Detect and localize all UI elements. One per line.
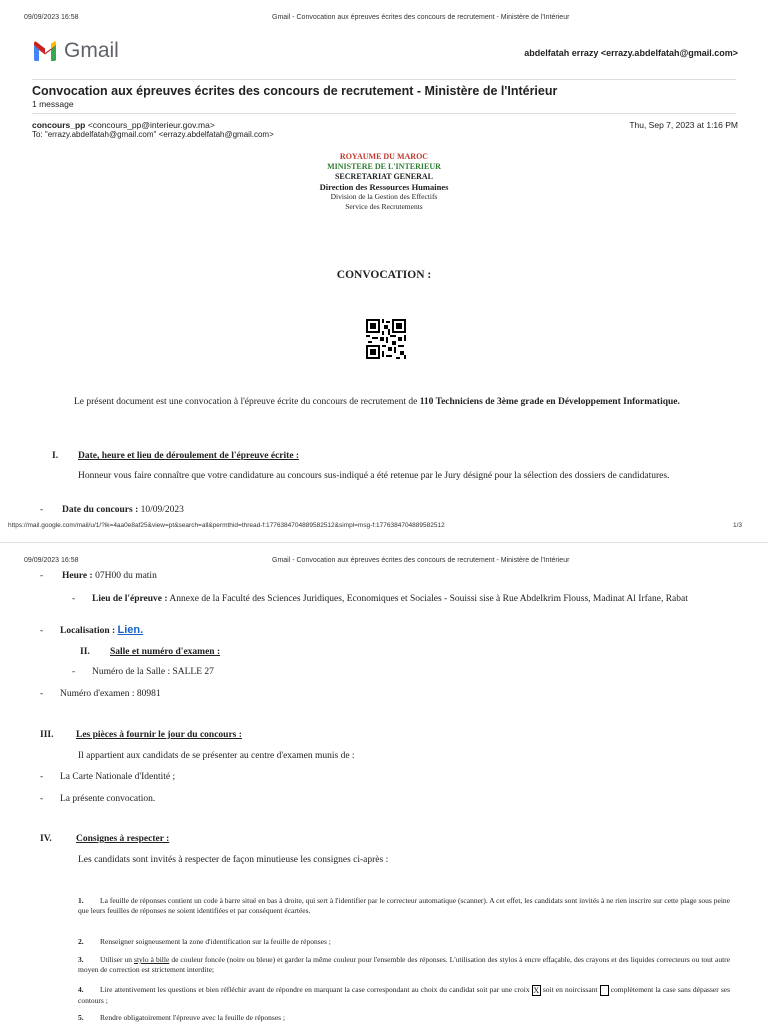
intro-paragraph [40, 396, 730, 408]
gmail-logo-icon [32, 40, 58, 62]
salle-value: Numéro de la Salle : SALLE 27 [92, 667, 214, 677]
consigne-1 [78, 896, 730, 916]
section-1-text: Honneur vous faire connaître que votre candidature au concours sus-indiqué a été retenue par le Jury désigné pour la sélection des dossiers de candidatures. [78, 471, 670, 481]
footer-url: https://mail.google.com/mail/u/1/?ik=4aa0e8af25&view=pt&search=all&permthid=thread-f:1776384704889582512&simpl=msg-f:1776384704889582512 [8, 522, 445, 529]
sender-name: concours_pp [32, 120, 86, 130]
intro-text: Le présent document est une convocation à l'épreuve écrite du concours de recrutement de [74, 397, 420, 407]
lieu-value: Annexe de la Faculté des Sciences Juridiques, Economiques et Sociales - Souissi sise à Rue Abdelkrim Flouss, Madinat Al Irfane, Rabat [169, 594, 688, 604]
consigne-4-text-a: Lire attentivement les questions et bien réfléchir avant de répondre en marquant la case correspondant au choix du candidat soit par une croix [100, 985, 532, 995]
qr-code-icon [366, 319, 406, 359]
section-3-title: Les pièces à fournir le jour du concours : [76, 730, 242, 740]
consigne-4-text-c: complètement la case sans dépasser ses contours ; [78, 985, 730, 1005]
account-label: abdelfatah errazy <errazy.abdelfatah@gmail.com> [524, 48, 738, 58]
consigne-3-text-a: Utiliser un [100, 955, 135, 964]
email-subject: Convocation aux épreuves écrites des concours de recrutement - Ministère de l'Intérieur [32, 84, 558, 98]
section-3-number: III. [40, 730, 54, 740]
consigne-4 [78, 985, 730, 1006]
footer-page: 1/3 [732, 522, 742, 529]
date-label: Date du concours : [62, 505, 139, 515]
consigne-2 [78, 937, 331, 946]
localisation-line: - Localisation : Lien. [40, 624, 144, 636]
page-break [0, 542, 768, 543]
cross-box: X [533, 986, 540, 995]
print-date: 09/09/2023 16:58 [24, 14, 79, 21]
email-date: Thu, Sep 7, 2023 at 1:16 PM [629, 120, 738, 130]
consigne-5-number: 5. [78, 1013, 84, 1022]
sender-email: <concours_pp@interieur.gov.ma> [87, 120, 215, 130]
consigne-3 [78, 955, 730, 975]
consigne-1-text: La feuille de réponses contient un code à barre situé en bas à droite, qui sert à l'identifier par le correcteur automatique (scanner). A cet effet, les candidats sont invités à ne rien inscrire sur cette plage sous peine que leurs feuilles de réponses ne soient identifiées et par conséquent écartées. [78, 896, 730, 915]
letterhead-direction: Direction des Ressources Humaines [319, 182, 449, 192]
letterhead-ministry: MINISTERE DE L'INTERIEUR [327, 162, 441, 171]
section-4-number: IV. [40, 834, 52, 844]
letterhead [184, 152, 584, 212]
intro-bold: 110 Techniciens de 3ème grade en Développement Informatique. [419, 397, 680, 407]
consigne-2-text: Renseigner soigneusement la zone d'identification sur la feuille de réponses ; [100, 937, 331, 946]
piece-2: - La présente convocation. [40, 794, 156, 804]
letterhead-kingdom: ROYAUME DU MAROC [339, 152, 429, 161]
section-2-number: II. [80, 647, 90, 657]
piece-1-text: La Carte Nationale d'Identité ; [60, 772, 176, 782]
section-3-text: Il appartient aux candidats de se présenter au centre d'examen munis de : [78, 751, 355, 761]
examen-value: Numéro d'examen : 80981 [60, 689, 161, 699]
section-2-title: Salle et numéro d'examen : [110, 647, 221, 657]
consigne-5 [78, 1013, 285, 1022]
lieu-label: Lieu de l'épreuve : [92, 594, 168, 604]
recipient: To: "errazy.abdelfatah@gmail.com" <errazy.abdelfatah@gmail.com> [32, 130, 274, 139]
sender [32, 120, 215, 130]
consigne-5-text: Rendre obligatoirement l'épreuve avec la feuille de réponses ; [100, 1013, 286, 1022]
piece-1: - La Carte Nationale d'Identité ; [40, 772, 176, 782]
salle-line: - Numéro de la Salle : SALLE 27 [72, 667, 214, 677]
divider [32, 79, 736, 80]
examen-line: - Numéro d'examen : 80981 [40, 689, 161, 699]
piece-2-text: La présente convocation. [60, 794, 156, 804]
letterhead-secretariat: SECRETARIAT GENERAL [334, 172, 434, 181]
section-1-number: I. [52, 451, 59, 461]
divider [32, 113, 736, 114]
localisation-label: Localisation : [60, 626, 116, 636]
empty-box [600, 985, 609, 996]
consigne-3-text-b: de couleur foncée (noire ou bleue) et garder la même couleur pour l'ensemble des réponses. L'utilisation des stylos à encre effaçable, des crayons et des liquides correcteurs ou tout autre moyen de correction est strictement interdite; [78, 955, 730, 974]
heure-line: - Heure : 07H00 du matin [40, 571, 157, 581]
date-value: 10/09/2023 [140, 505, 184, 515]
consigne-2-number: 2. [78, 937, 84, 946]
section-1-title: Date, heure et lieu de déroulement de l'épreuve écrite : [78, 451, 300, 461]
letterhead-division: Division de la Gestion des Effectifs [330, 192, 438, 201]
print-title-2: Gmail - Convocation aux épreuves écrites des concours de recrutement - Ministère de l'Intérieur [272, 557, 570, 564]
localisation-link[interactable]: Lien. [117, 624, 144, 636]
print-date-2: 09/09/2023 16:58 [24, 557, 79, 564]
lieu-line: - Lieu de l'épreuve : Annexe de la Faculté des Sciences Juridiques, Economiques et Sociales - Souissi sise à Rue Abdelkrim Flouss, Madinat Al Irfane, Rabat [72, 594, 688, 604]
date-line: - Date du concours : 10/09/2023 [40, 505, 184, 515]
section-4-title: Consignes à respecter : [76, 834, 170, 844]
consigne-4-number: 4. [78, 985, 84, 995]
heure-label: Heure : [62, 571, 93, 581]
consigne-4-text-b: soit en noircissant [540, 985, 600, 995]
consigne-3-underlined: stylo à bille [134, 955, 170, 964]
document-title: CONVOCATION : [336, 269, 432, 281]
consigne-3-number: 3. [78, 955, 84, 964]
consigne-1-number: 1. [78, 896, 84, 905]
gmail-wordmark: Gmail [64, 39, 119, 62]
heure-value: 07H00 du matin [95, 571, 157, 581]
letterhead-service: Service des Recrutements [345, 202, 423, 211]
section-4-text: Les candidats sont invités à respecter de façon minutieuse les consignes ci-après : [78, 855, 389, 865]
print-title: Gmail - Convocation aux épreuves écrites des concours de recrutement - Ministère de l'Intérieur [272, 14, 570, 21]
message-count: 1 message [32, 99, 74, 109]
